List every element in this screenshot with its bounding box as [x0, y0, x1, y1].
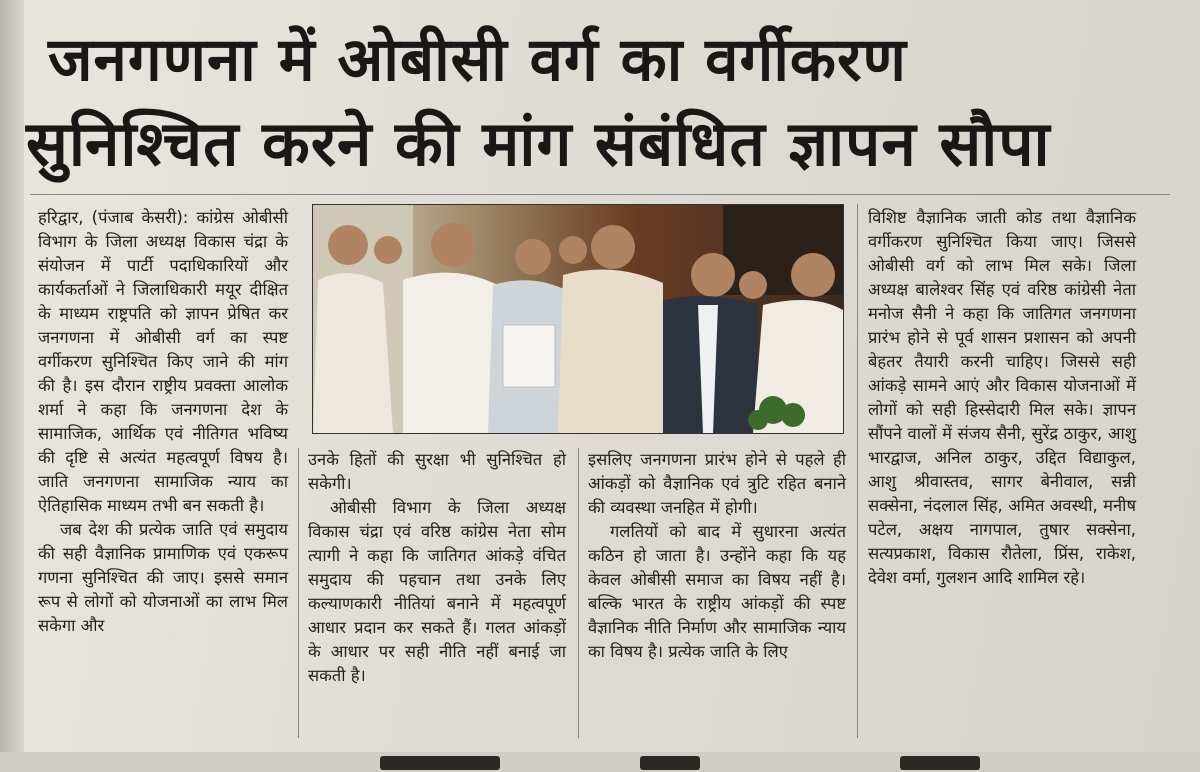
column-rule-2	[578, 448, 579, 738]
article-column-1	[38, 206, 288, 638]
article-column-3	[588, 448, 846, 664]
column-rule-3	[857, 204, 858, 738]
paragraph: जब देश की प्रत्येक जाति एवं समुदाय की सही वैज्ञानिक प्रामाणिक एवं एकरूप गणना सुनिश्चित की जाए। इससे समान रूप से लोगों को योजनाओं का लाभ मिल सकेगा और	[38, 520, 288, 635]
next-headline-fragment	[380, 756, 500, 770]
news-photo	[312, 204, 844, 434]
article-column-4	[868, 206, 1136, 590]
headline-line-1: जनगणना में ओबीसी वर्ग का वर्गीकरण	[48, 25, 907, 95]
paragraph: विशिष्ट वैज्ञानिक जाती कोड तथा वैज्ञानिक वर्गीकरण सुनिश्चित किया जाए। जिससे ओबीसी वर्ग को लाभ मिल सके। जिला अध्यक्ष बालेश्वर सिंह एवं वरिष्ठ कांग्रेसी नेता मनोज सैनी ने कहा कि जातिगत जनगणना प्रारंभ होने से पूर्व शासन प्रशासन को अपनी बेहतर तैयारी करनी चाहिए। जिससे सही आंकड़े सामने आएं और विकास योजनाओं में लोगों को सही हिस्सेदारी मिल सके। ज्ञापन सौंपने वालों में संजय सैनी, सुरेंद्र ठाकुर, आशु भारद्वाज, अनिल ठाकुर, उद्दित विद्याकुल, आशु श्रीवास्तव, सागर बेनीवाल, सन्नी सक्सेना, नंदलाल सिंह, अमित अवस्थी, मनीष पटेल, अक्षय नागपाल, तुषार सक्सेना, सत्यप्रकाश, विकास रौतेला, प्रिंस, राकेश, देवेश वर्मा, गुलशन आदि शामिल रहे।	[868, 208, 1136, 587]
paragraph: उनके हितों की सुरक्षा भी सुनिश्चित हो सकेगी।	[308, 450, 566, 493]
paragraph: गलतियों को बाद में सुधारना अत्यंत कठिन हो जाता है। उन्होंने कहा कि यह केवल ओबीसी समाज का विषय नहीं है। बल्कि भारत के राष्ट्रीय आंकड़ों की स्पष्ट वैज्ञानिक नीति निर्माण और सामाजिक न्याय का विषय है। प्रत्येक जाति के लिए	[588, 522, 846, 661]
next-article-strip	[0, 752, 1200, 772]
headline-rule	[30, 194, 1170, 195]
paragraph: हरिद्वार, (पंजाब केसरी): कांग्रेस ओबीसी विभाग के जिला अध्यक्ष विकास चंद्रा के संयोजन में पार्टी पदाधिकारियों और कार्यकर्ताओं ने जिलाधिकारी मयूर दीक्षित के माध्यम राष्ट्रपति को ज्ञापन प्रेषित कर जनगणना में ओबीसी वर्ग का स्पष्ट वर्गीकरण सुनिश्चित किए जाने की मांग की है। इस दौरान राष्ट्रीय प्रवक्ता आलोक शर्मा ने कहा कि जनगणना देश के सामाजिक, आर्थिक एवं नीतिगत भविष्य की दृष्टि से अत्यंत महत्वपूर्ण विषय है। जाति जनगणना सामाजिक न्याय का ऐतिहासिक माध्यम तभी बन सकती है।	[38, 208, 288, 515]
headline-line-2: सुनिश्चित करने की मांग संबंधित ज्ञापन सौपा	[26, 107, 1051, 180]
column-rule-1	[298, 448, 299, 738]
next-headline-fragment	[640, 756, 700, 770]
adjacent-page-edge	[0, 0, 24, 772]
next-headline-fragment	[900, 756, 980, 770]
paragraph: ओबीसी विभाग के जिला अध्यक्ष विकास चंद्रा एवं वरिष्ठ कांग्रेस नेता सोम त्यागी ने कहा कि जातिगत आंकड़े वंचित समुदाय की पहचान तथा उनके लिए कल्याणकारी नीतियां बनाने में महत्वपूर्ण आधार प्रदान कर सकते हैं। गलत आंकड़ों के आधार पर सही नीति नहीं बनाई जा सकती है।	[308, 498, 566, 685]
group-photo-icon	[313, 205, 843, 433]
article-column-2	[308, 448, 566, 688]
paragraph: इसलिए जनगणना प्रारंभ होने से पहले ही आंकड़ों को वैज्ञानिक एवं त्रुटि रहित बनाने की व्यवस्था जनहित में होगी।	[588, 450, 846, 517]
